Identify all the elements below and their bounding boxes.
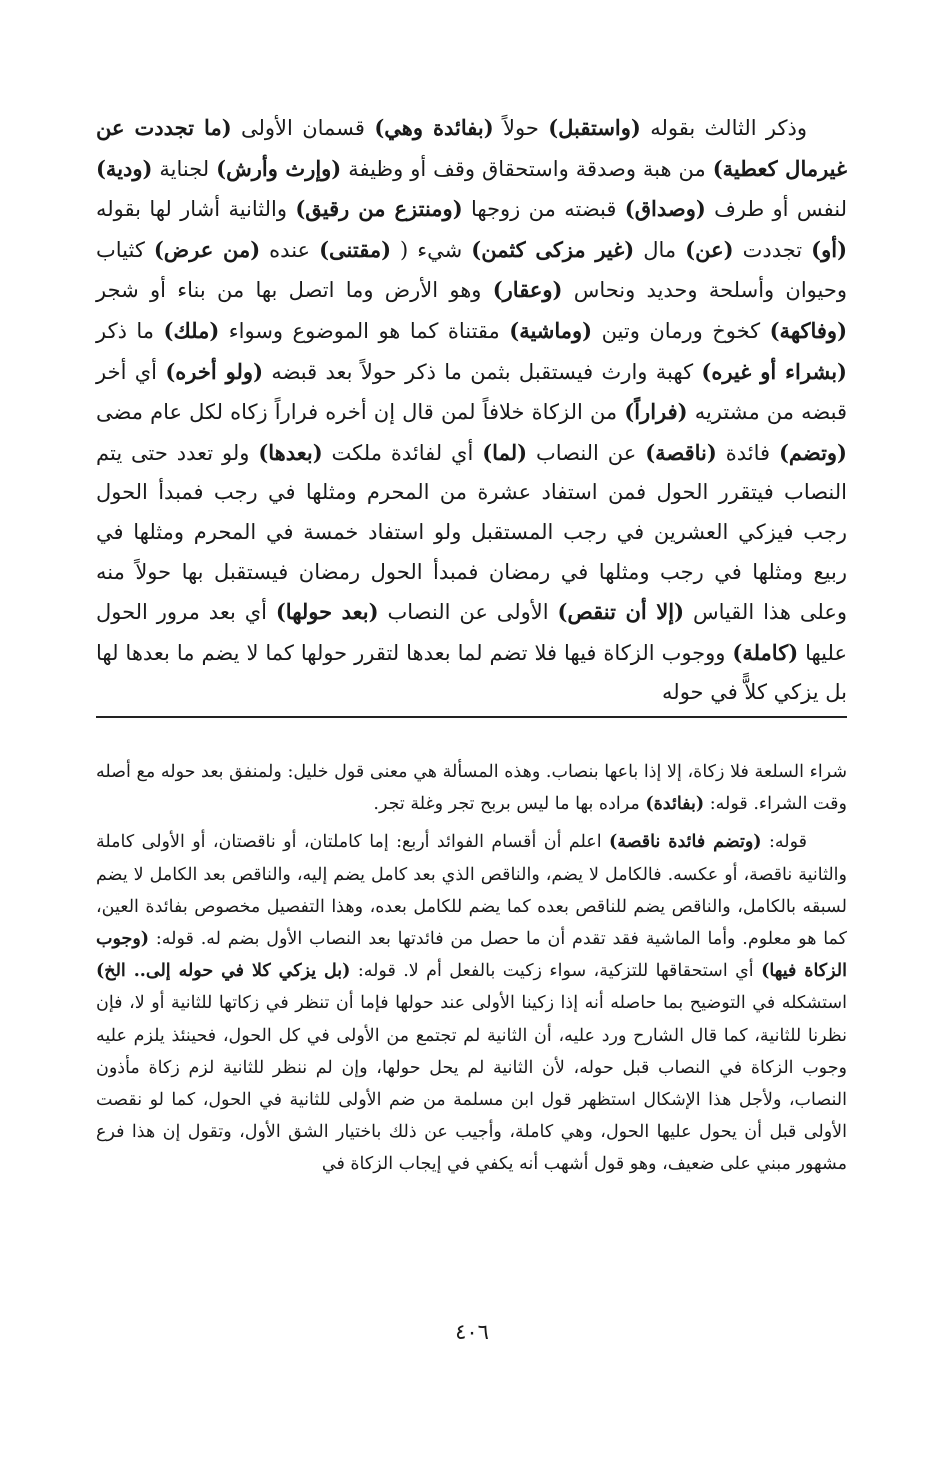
bold-term: (بفائدة وهي) [374, 115, 494, 140]
bold-term: (بعد حولها) [275, 599, 379, 625]
text-run: مال [634, 237, 686, 262]
text-run: مراده بها ما ليس بربح تجر وغلة تجر. [373, 794, 646, 815]
text-run: وذكر الثالث بقوله [640, 116, 807, 140]
bold-term: (أو) [811, 236, 848, 262]
bold-term: (فراراً) [624, 399, 688, 425]
text-run: ووجوب الزكاة فيها فلا تضم لما بعدها لتقرر حولها كما لا يضم ما بعدها لها بل يزكي كلاًّ في حوله [96, 640, 847, 705]
bold-term: (وماشية) [509, 317, 593, 343]
page-number: ٤٠٦ [455, 1320, 489, 1344]
text-run: الأولى عن النصاب [378, 600, 558, 625]
text-run: والثانية أشار لها بقوله [96, 197, 296, 222]
bold-term: (وفاكهة) [769, 317, 848, 343]
text-run: كثياب وحيوان وأسلحة وحديد ونحاس [96, 237, 847, 303]
main-paragraph [96, 108, 847, 713]
text-run: لجناية [152, 156, 217, 181]
bold-term: (ناقصة) [645, 439, 717, 465]
text-run: أي بعد مرور الحول عليها [96, 600, 847, 665]
text-run: لنفس أو طرف [705, 197, 847, 222]
text-run: مقتناة كما هو الموضوع وسواء [219, 318, 510, 343]
footnote-1 [96, 756, 847, 820]
footnote-2 [96, 826, 847, 1180]
bold-term: (واستقبل) [548, 115, 641, 140]
bold-term: (وإرث وأرش) [216, 155, 342, 181]
text-run: عنده [260, 237, 320, 262]
text-run: أي أخر قبضه من مشتريه [96, 359, 847, 425]
text-run: قسمان الأولى [231, 116, 375, 140]
bold-term: (ومنتزع من رقيق) [295, 196, 463, 222]
text-run: شيء ( [391, 237, 472, 262]
bold-term: (لما) [482, 439, 528, 465]
bold-term: (بشراء أو غيره) [701, 358, 847, 384]
text-run: قبضته من زوجها [462, 197, 625, 222]
text-run: وهو الأرض وما اتصل بها من بناء أو شجر [96, 278, 493, 303]
bold-term: (من عرض) [153, 236, 261, 262]
bold-term: (ملك) [163, 317, 220, 343]
text-run: ما ذكر [96, 318, 164, 343]
footnotes-block [96, 756, 847, 1181]
bold-term: (بعدها) [258, 439, 323, 465]
footnote-divider [96, 716, 847, 718]
bold-term: (إلا أن تنقص) [557, 599, 685, 625]
text-run: من الزكاة خلافاً لمن قال إن أخره فراراً زكاه لكل عام مضى [96, 400, 625, 425]
bold-term: (غير مزكى كثمن) [471, 236, 635, 262]
text-run: فائدة [716, 440, 779, 465]
bold-term: (وصداق) [624, 196, 706, 222]
text-run: من هبة وصدقة واستحقاق وقف أو وظيفة [341, 156, 713, 181]
bold-term: (وجوب الزكاة فيها) [96, 929, 847, 982]
bold-term: (بفائدة) [645, 794, 705, 815]
text-run: أي لفائدة ملكت [322, 440, 483, 465]
text-run: كهبة وارث فيستقبل بثمن ما ذكر حولاً بعد قبضه [263, 359, 702, 384]
bold-term: (كاملة) [732, 639, 799, 665]
main-text-block [96, 108, 847, 713]
text-run: ولو تعدد حتى يتم النصاب فيتقرر الحول فمن استفاد عشرة من المحرم ومثلها في رجب فمبدأ الحول رجب فيزكي العشرين في رجب المستقبل ولو استفاد خمسة في المحرم ومثلها في ربيع ومثلها في رجب ومثلها في رمضان فمبدأ الحول رمضان فيستقبل بها حولاً منه وعلى هذا القياس [96, 440, 848, 625]
bold-term: (بل يزكي كلا في حوله إلى.. الخ) [96, 961, 351, 982]
text-run: عن النصاب [527, 440, 646, 465]
bold-term: (ولو أخره) [165, 358, 263, 384]
text-run: حولاً [493, 116, 549, 140]
bold-term: (ودية) [96, 155, 153, 181]
bold-term: (وتضم فائدة ناقصة) [608, 832, 762, 853]
text-run: استشكله في التوضيح بما حاصله أنه إذا زكينا الأولى عند حولها فإما أن تنظر في زكاتها للثانية أو لا، فإن نظرنا للثانية، كما قال الشارح ورد عليه، أن الثانية لم تجتمع من الأولى في كل الحول، فحينئذ يلزم عليه وجوب الزكاة في النصاب قبل حوله، لأن الثانية لم يحل حولها، وإن لم ننظر للثانية لزم زكاة مأذون النصاب، ولأجل هذا الإشكال استظهر قول ابن مسلمة من ضم الأولى للثانية في الحول، كما لو نقصت الأولى قبل أن يحول عليها الحول، وهي كاملة، وأجيب عن ذلك باختيار الشق الأول، وتقول إن هذا فرع مشهور مبني على ضعيف، وهو قول أشهب أنه يكفي في إيجاب الزكاة في [96, 993, 847, 1175]
text-run: شراء السلعة فلا زكاة، إلا إذا باعها بنصاب. وهذه المسألة هي معنى قول خليل: ولمنفق بعد حوله مع أصله وقت الشراء. قوله: [96, 762, 847, 815]
bold-term: (عن) [685, 236, 734, 262]
text-run: اعلم أن أقسام الفوائد أربع: إما كاملتان، أو ناقصتان، أو الأولى كاملة والثانية ناقصة، أو عكسه. فالكامل لا يضم، والناقص الذي بعد كامل يضم إليه، والناقص بعد الكامل لا يضم لسبقه بالكامل، والناقص يضم للناقص بعده كما يضم للكامل بعده، وهذا التفصيل مخصوص بفائدة العين، كما هو معلوم. وأما الماشية فقد تقدم أن ما حصل من فائدتها بعد النصاب الأول بضم له. قوله: [96, 832, 847, 950]
text-run: كخوخ ورمان وتين [592, 318, 770, 343]
bold-term: (وعقار) [492, 277, 563, 303]
bold-term: (مقتنى) [319, 236, 392, 262]
bold-term: (ما تجددت عن غيرمال كعطية) [96, 115, 847, 181]
text-run: أي استحقاقها للتزكية، سواء زكيت بالفعل أم لا. قوله: [350, 961, 762, 982]
text-run: تجددت [733, 237, 812, 262]
text-run: قوله: [761, 832, 807, 853]
bold-term: (وتضم) [778, 439, 847, 465]
